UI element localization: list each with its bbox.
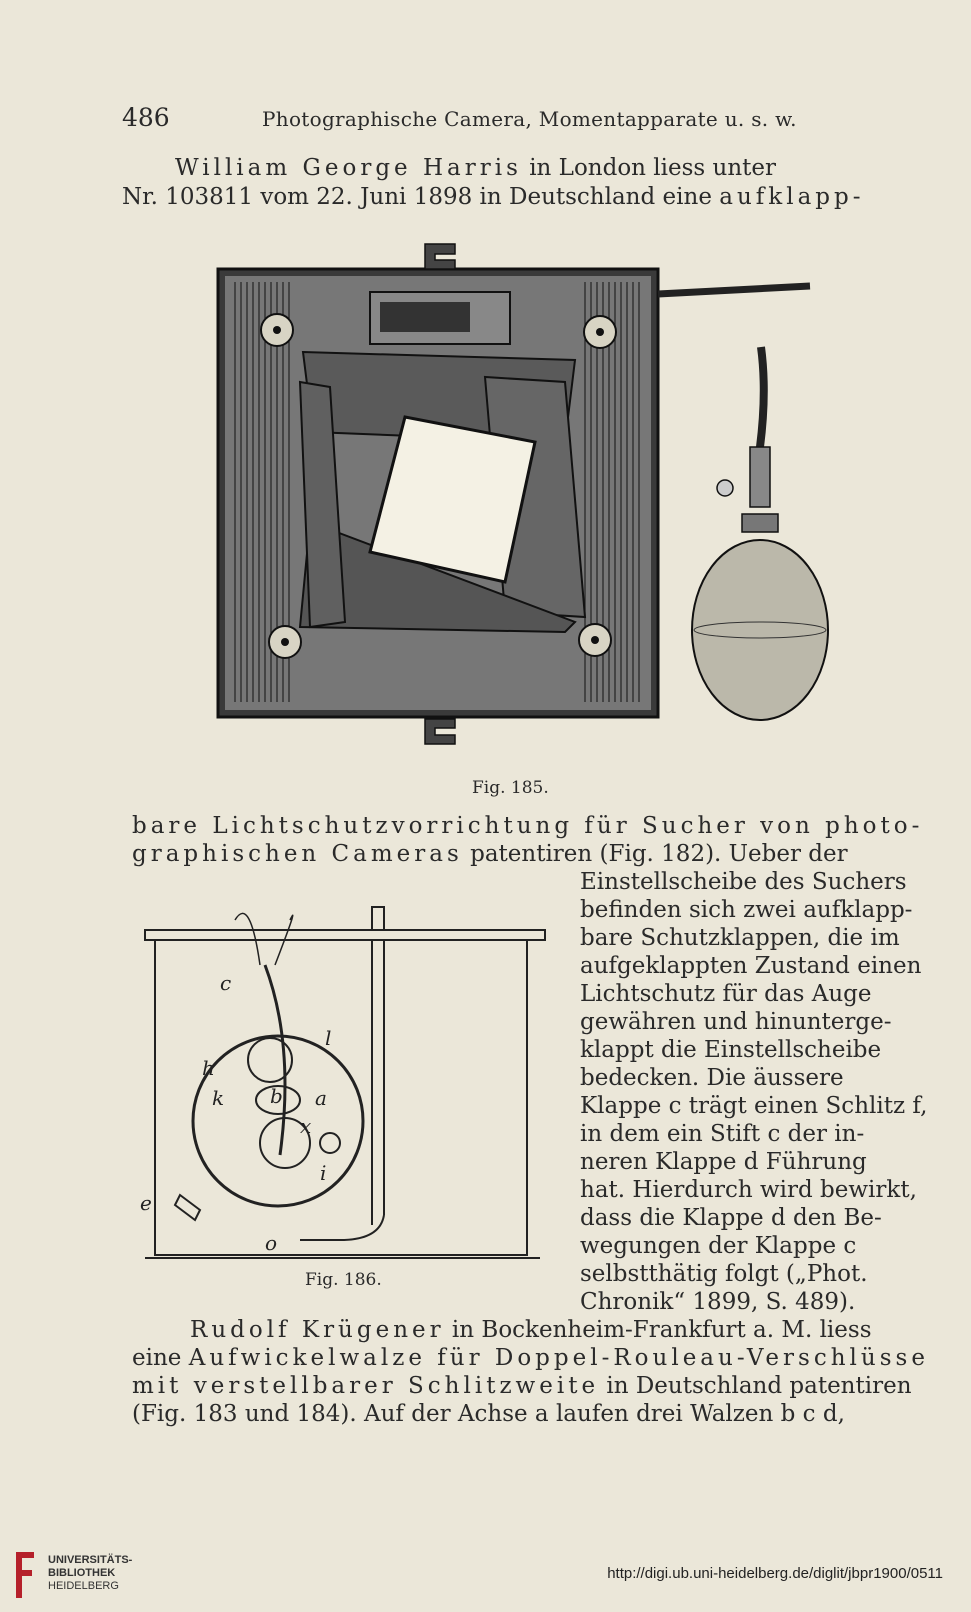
text-line: Klappe c trägt einen Schlitz f, bbox=[580, 1093, 928, 1119]
text-line: hat. Hierdurch wird bewirkt, bbox=[580, 1177, 917, 1203]
text-line: mit verstellbarer Schlitzweite in Deutschland patentiren bbox=[132, 1373, 912, 1399]
library-name: UNIVERSITÄTS- BIBLIOTHEK HEIDELBERG bbox=[48, 1554, 133, 1592]
running-head: Photographische Camera, Momentapparate u. s. w. bbox=[262, 107, 797, 131]
figure-label: l bbox=[325, 1026, 332, 1050]
figure-label: x bbox=[300, 1114, 312, 1138]
text-line: bedecken. Die äussere bbox=[580, 1065, 844, 1091]
figure-label: h bbox=[202, 1056, 215, 1080]
figure-label: o bbox=[265, 1231, 278, 1255]
text-line: neren Klappe d Führung bbox=[580, 1149, 867, 1175]
figure-label: b bbox=[270, 1084, 283, 1108]
text-line: selbstthätig folgt („Phot. bbox=[580, 1261, 868, 1287]
text-line: Einstellscheibe des Suchers bbox=[580, 869, 907, 895]
text-line: William George Harris in London liess unter bbox=[175, 155, 777, 181]
text-line: wegungen der Klappe c bbox=[580, 1233, 857, 1259]
figure-caption: Fig. 186. bbox=[305, 1270, 382, 1290]
figure-186-illustration bbox=[140, 895, 550, 1275]
library-logo-icon bbox=[12, 1550, 38, 1600]
page-header bbox=[122, 103, 912, 137]
text-line: in dem ein Stift c der in- bbox=[580, 1121, 865, 1147]
text-line: Rudolf Krügener in Bockenheim-Frankfurt a. M. liess bbox=[190, 1317, 872, 1343]
text-line: bare Schutzklappen, die im bbox=[580, 925, 900, 951]
person-name: Rudolf Krügener bbox=[190, 1317, 445, 1343]
text-line: gewähren und hinunterge- bbox=[580, 1009, 892, 1035]
text-line: dass die Klappe d den Be- bbox=[580, 1205, 882, 1231]
figure-185-illustration bbox=[215, 232, 835, 772]
text-line: Chronik“ 1899, S. 489). bbox=[580, 1289, 856, 1315]
figure-label: c bbox=[220, 971, 232, 995]
footer bbox=[0, 1540, 971, 1612]
text-line: graphischen Cameras patentiren (Fig. 182). Ueber der bbox=[132, 841, 848, 867]
text-line: bare Lichtschutzvorrichtung für Sucher von photo- bbox=[132, 813, 924, 839]
figure-label: k bbox=[212, 1086, 225, 1110]
figure-caption: Fig. 185. bbox=[472, 778, 549, 798]
person-name: William George Harris bbox=[175, 155, 522, 181]
figure-label: e bbox=[140, 1191, 152, 1215]
figure-label: i bbox=[320, 1161, 327, 1185]
page-number: 486 bbox=[122, 103, 170, 132]
text-line: (Fig. 183 und 184). Auf der Achse a laufen drei Walzen b c d, bbox=[132, 1401, 845, 1427]
text-line: aufgeklappten Zustand einen bbox=[580, 953, 922, 979]
text-line: eine Aufwickelwalze für Doppel-Rouleau-Verschlüsse bbox=[132, 1345, 929, 1371]
text-line: befinden sich zwei aufklapp- bbox=[580, 897, 913, 923]
text-line: Lichtschutz für das Auge bbox=[580, 981, 872, 1007]
source-url[interactable]: http://digi.ub.uni-heidelberg.de/diglit/jbpr1900/0511 bbox=[607, 1565, 943, 1582]
text-line: klappt die Einstellscheibe bbox=[580, 1037, 882, 1063]
figure-label: a bbox=[315, 1086, 327, 1110]
text-line: Nr. 103811 vom 22. Juni 1898 in Deutschland eine aufklapp- bbox=[122, 184, 865, 210]
